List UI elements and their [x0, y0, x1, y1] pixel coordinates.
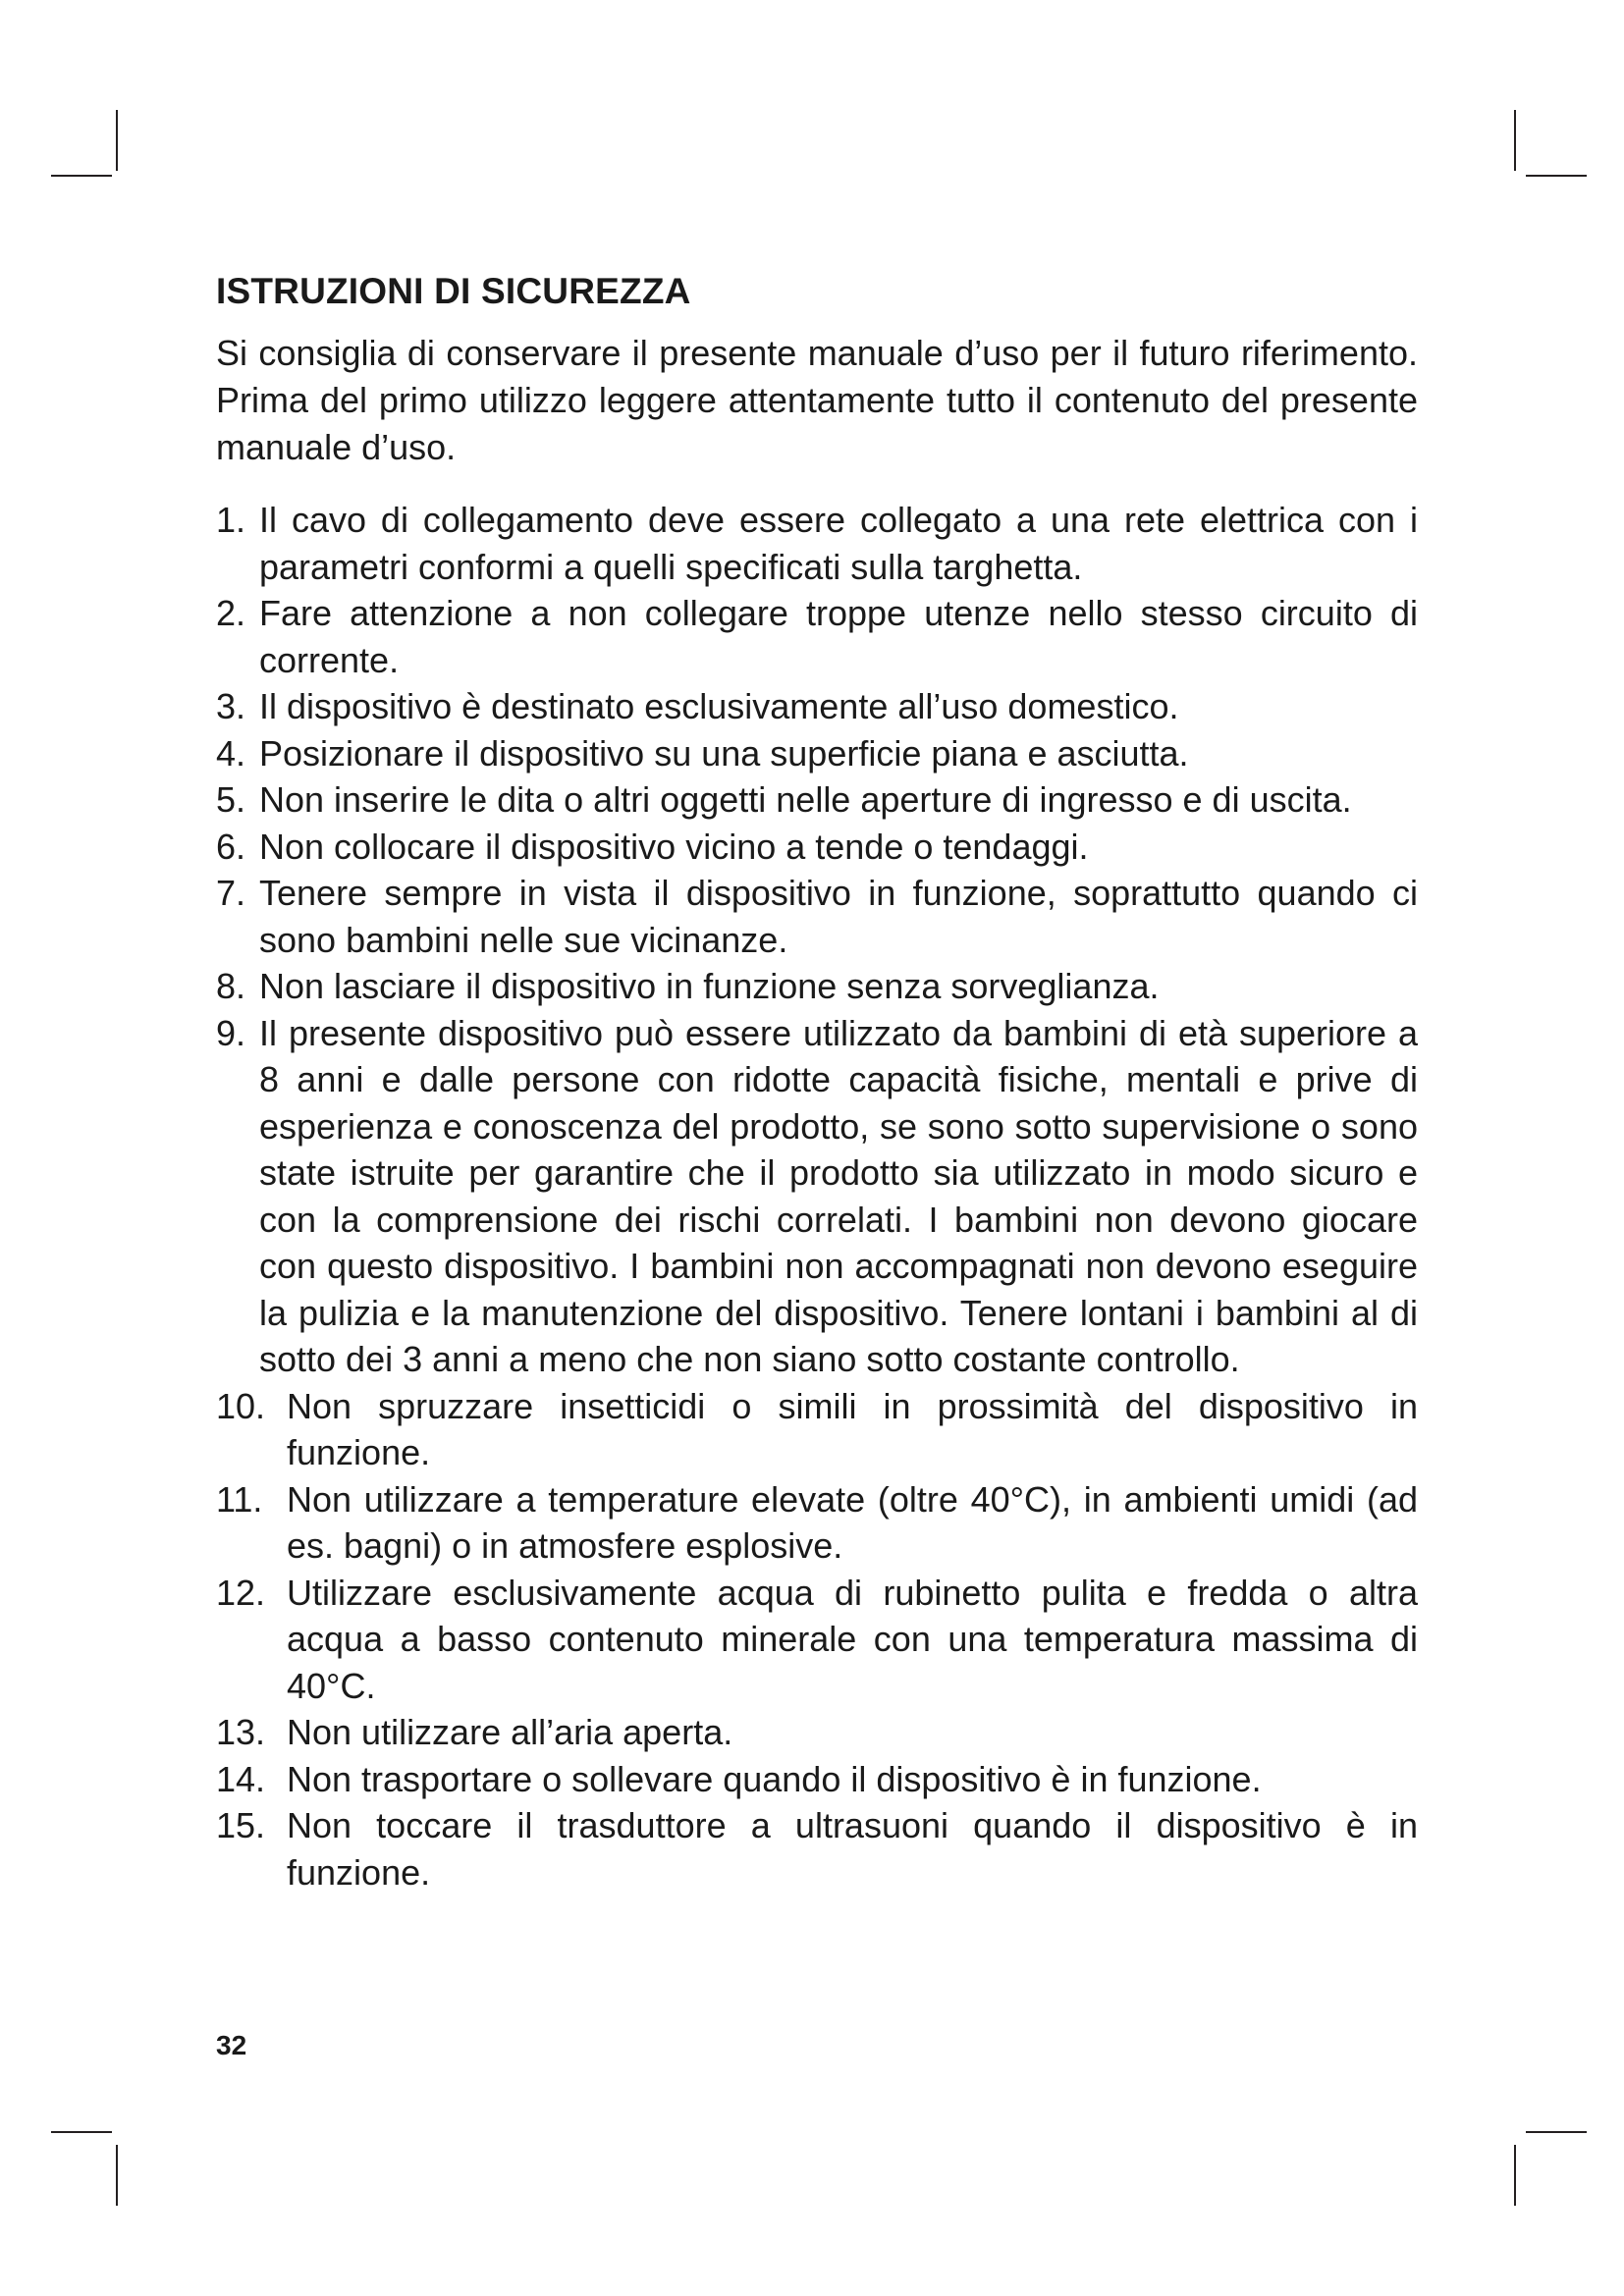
list-item-text: Il presente dispositivo può essere utilizzato da bambini di età superiore a 8 anni e dalle persone con ridotte capacità fisiche, mentali e prive di esperienza e conoscenza del prodotto, se sono sotto supervisione o sono state istruite per garantire che il prodotto sia utilizzato in modo sicuro e con la comprensione dei rischi correlati. I bambini non devono giocare con questo dispositivo. I bambini non accompagnati non devono eseguire la pulizia e la manutenzione del dispositivo. Tenere lontani i bambini al di sotto dei 3 anni a meno che non siano sotto costante controllo. [259, 1012, 1418, 1379]
manual-page-content [216, 267, 1418, 1896]
list-item-text: Utilizzare esclusivamente acqua di rubinetto pulita e fredda o altra acqua a basso contenuto minerale con una temperatura massima di 40°C. [287, 1572, 1418, 1706]
crop-mark-bottom-left-horizontal [51, 2131, 112, 2133]
list-item [216, 497, 1418, 590]
list-item-number: 4. [216, 732, 246, 774]
list-item-number: 13. [216, 1712, 266, 1752]
list-item-text: Non collocare il dispositivo vicino a tende o tendaggi. [259, 826, 1089, 867]
list-item-text: Posizionare il dispositivo su una superficie piana e asciutta. [259, 732, 1189, 774]
list-item-number: 1. [216, 500, 246, 540]
list-item-number: 5. [216, 779, 246, 820]
list-item-text: Non lasciare il dispositivo in funzione senza sorveglianza. [259, 966, 1160, 1006]
list-item-number: 2. [216, 593, 246, 633]
intro-paragraph: Si consiglia di conservare il presente manuale d’uso per il futuro riferimento. Prima del primo utilizzo leggere attentamente tutto il contenuto del presente manuale d’uso. [216, 333, 1418, 467]
list-item-number: 9. [216, 1012, 246, 1053]
list-item [216, 776, 1418, 824]
list-item-number: 10. [216, 1385, 266, 1426]
list-item [216, 870, 1418, 963]
list-item-text: Il dispositivo è destinato esclusivamente all’uso domestico. [259, 686, 1179, 726]
crop-mark-bottom-right-vertical [1514, 2145, 1516, 2206]
list-item-text: Non inserire le dita o altri oggetti nelle aperture di ingresso e di uscita. [259, 779, 1352, 820]
list-item [216, 1709, 1418, 1756]
list-item [216, 1570, 1418, 1710]
list-item-text: Non trasportare o sollevare quando il dispositivo è in funzione. [287, 1758, 1262, 1799]
safety-instructions-list [216, 497, 1418, 1896]
crop-mark-bottom-right-horizontal [1526, 2131, 1587, 2133]
crop-mark-top-right-horizontal [1526, 175, 1587, 177]
crop-mark-top-right-vertical [1514, 110, 1516, 171]
list-item [216, 824, 1418, 871]
list-item-number: 3. [216, 686, 246, 726]
list-item-text: Non utilizzare a temperature elevate (oltre 40°C), in ambienti umidi (ad es. bagni) o in atmosfere esplosive. [287, 1478, 1418, 1566]
list-item-number: 11. [216, 1478, 263, 1520]
list-item-text: Non utilizzare all’aria aperta. [287, 1712, 733, 1752]
list-item [216, 1756, 1418, 1803]
list-item [216, 1802, 1418, 1896]
list-item-text: Il cavo di collegamento deve essere collegato a una rete elettrica con i parametri conformi a quelli specificati sulla targhetta. [259, 500, 1418, 587]
list-item-number: 6. [216, 826, 246, 867]
list-item-text: Non toccare il trasduttore a ultrasuoni quando il dispositivo è in funzione. [287, 1805, 1418, 1893]
list-item-number: 12. [216, 1572, 266, 1613]
crop-mark-top-left-horizontal [51, 175, 112, 177]
list-item [216, 590, 1418, 683]
list-item [216, 1010, 1418, 1383]
list-item-number: 15. [216, 1805, 266, 1845]
list-item-number: 7. [216, 873, 246, 913]
list-item [216, 1383, 1418, 1476]
list-item-text: Fare attenzione a non collegare troppe utenze nello stesso circuito di corrente. [259, 593, 1418, 680]
list-item [216, 963, 1418, 1010]
list-item-text: Tenere sempre in vista il dispositivo in funzione, soprattutto quando ci sono bambini nelle sue vicinanze. [259, 873, 1418, 960]
list-item [216, 683, 1418, 730]
section-title: ISTRUZIONI DI SICUREZZA [216, 271, 691, 311]
list-item [216, 1476, 1418, 1570]
crop-mark-bottom-left-vertical [116, 2145, 118, 2206]
list-item-text: Non spruzzare insetticidi o simili in prossimità del dispositivo in funzione. [287, 1385, 1418, 1472]
crop-mark-top-left-vertical [116, 110, 118, 171]
list-item-number: 8. [216, 966, 246, 1006]
list-item [216, 730, 1418, 777]
list-item-number: 14. [216, 1758, 266, 1799]
page-number: 32 [216, 2030, 247, 2060]
